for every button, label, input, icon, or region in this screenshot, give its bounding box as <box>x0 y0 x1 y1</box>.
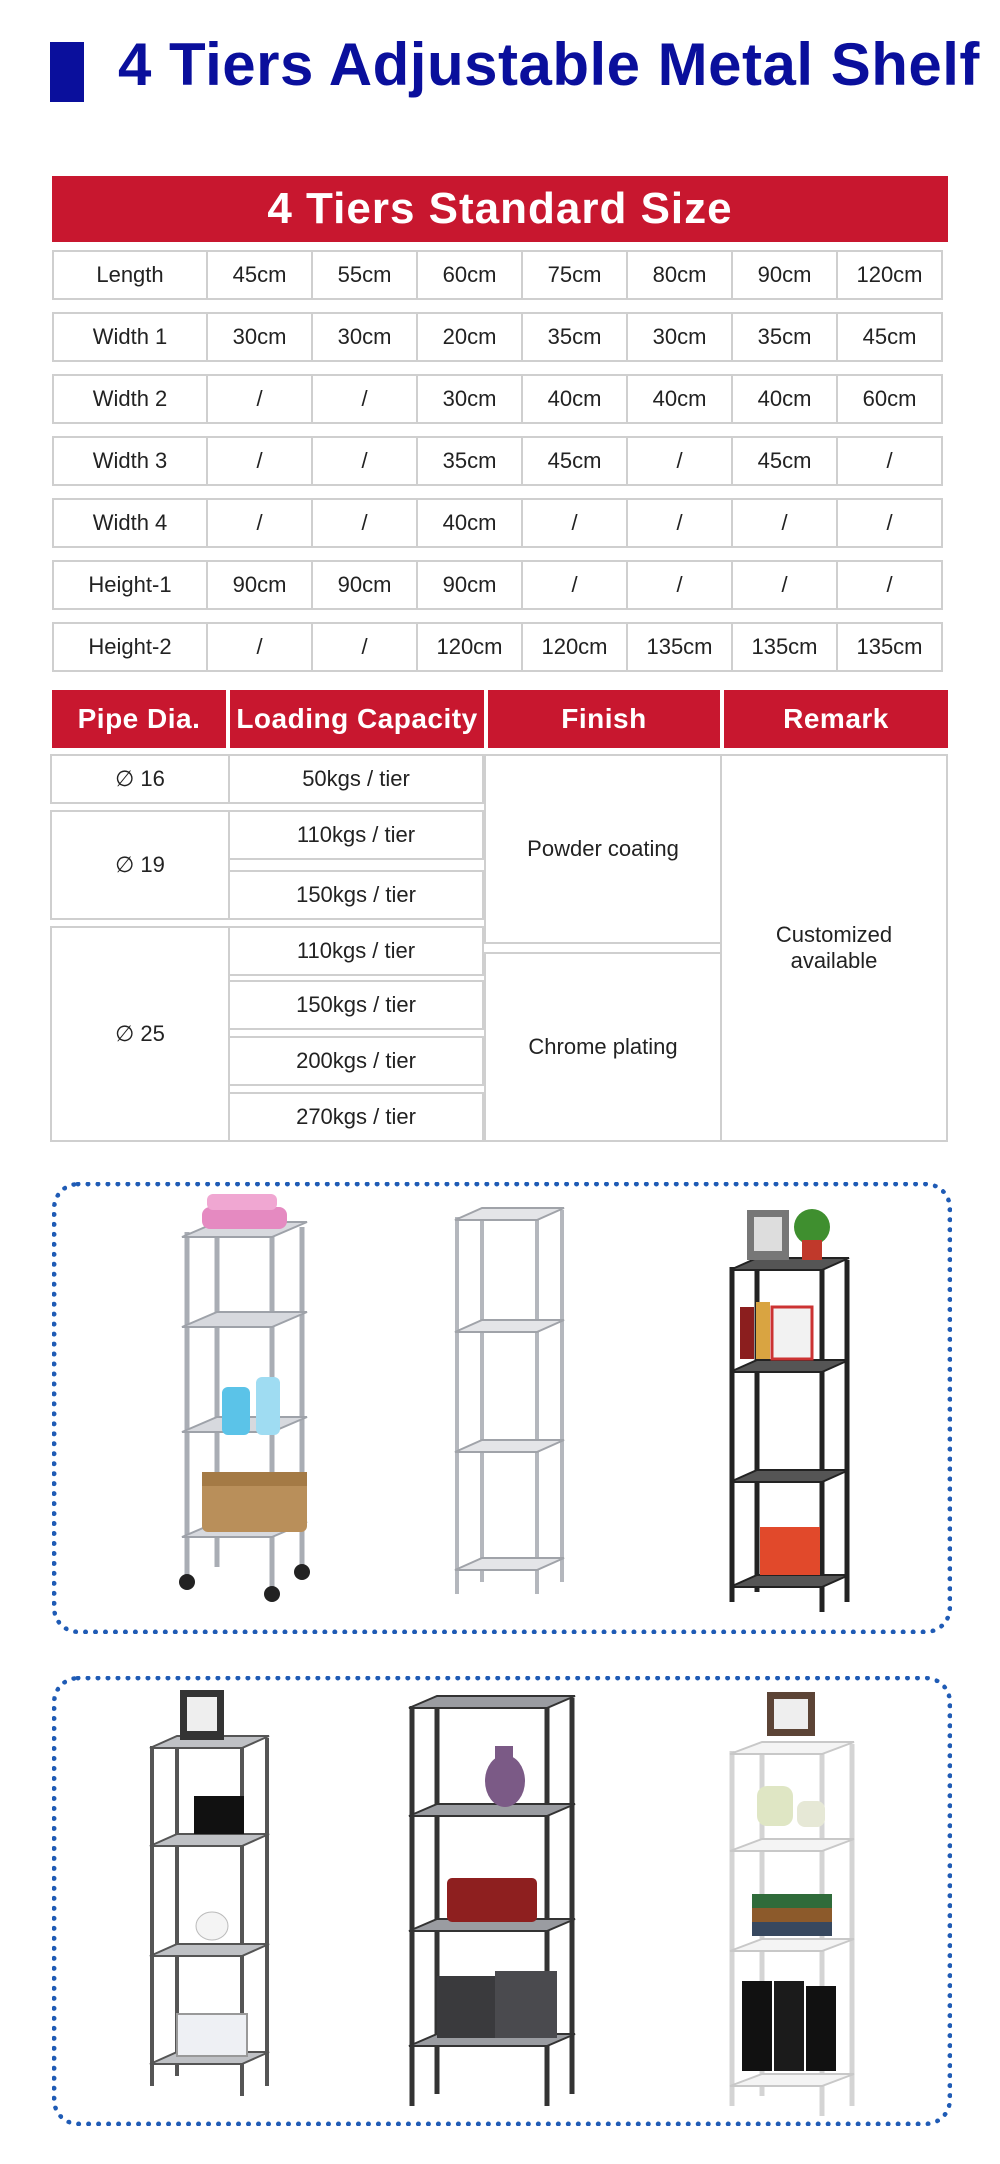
product-shelves-row-1 <box>52 1182 952 1634</box>
title-accent-bar <box>50 42 84 102</box>
size-cell: 120cm <box>836 250 943 300</box>
size-cell: 55cm <box>311 250 418 300</box>
vase-icon <box>196 1912 228 1940</box>
size-cell: 40cm <box>731 374 838 424</box>
size-cell: / <box>311 374 418 424</box>
size-table-row <box>52 436 948 486</box>
header-finish: Finish <box>488 690 720 748</box>
size-cell: 75cm <box>521 250 628 300</box>
size-cell: / <box>311 622 418 672</box>
header-pipe-dia: Pipe Dia. <box>52 690 226 748</box>
dark-grey-shelf-with-items <box>409 1696 575 2106</box>
load-cell: 110kgs / tier <box>228 926 484 976</box>
size-cell: 30cm <box>416 374 523 424</box>
size-cell: / <box>521 560 628 610</box>
size-cell: 60cm <box>416 250 523 300</box>
towel-icon <box>202 1207 287 1229</box>
size-cell: / <box>731 498 838 548</box>
size-cell: / <box>206 498 313 548</box>
size-row-label: Height-1 <box>52 560 208 610</box>
size-cell: 90cm <box>206 560 313 610</box>
size-table-row <box>52 498 948 548</box>
size-table-row <box>52 622 948 672</box>
load-cell: 110kgs / tier <box>228 810 484 860</box>
size-row-label: Width 3 <box>52 436 208 486</box>
size-cell: 40cm <box>416 498 523 548</box>
plain-chrome-shelf <box>455 1208 564 1594</box>
size-cell: / <box>206 622 313 672</box>
size-cell: / <box>626 560 733 610</box>
size-table-row <box>52 560 948 610</box>
box-icon <box>194 1796 244 1834</box>
size-cell: 30cm <box>311 312 418 362</box>
size-cell: / <box>836 560 943 610</box>
size-table-row <box>52 312 948 362</box>
load-cell: 150kgs / tier <box>228 870 484 920</box>
load-cell: 200kgs / tier <box>228 1036 484 1086</box>
dark-chrome-shelf-with-items <box>150 1690 269 2096</box>
binders-icon <box>742 1981 772 2071</box>
size-cell: 80cm <box>626 250 733 300</box>
size-cell: / <box>521 498 628 548</box>
size-row-label: Height-2 <box>52 622 208 672</box>
vase-icon <box>485 1755 525 1807</box>
size-cell: / <box>311 498 418 548</box>
books-icon <box>740 1307 754 1359</box>
size-cell: 90cm <box>416 560 523 610</box>
pipe-dia-19: ∅ 19 <box>50 810 230 920</box>
size-cell: 90cm <box>311 560 418 610</box>
size-cell: 135cm <box>626 622 733 672</box>
suitcase-icon <box>447 1878 537 1922</box>
size-cell: / <box>836 436 943 486</box>
size-cell: 20cm <box>416 312 523 362</box>
size-cell: / <box>626 436 733 486</box>
load-cell: 150kgs / tier <box>228 980 484 1030</box>
plant-icon <box>794 1209 830 1245</box>
size-cell: / <box>626 498 733 548</box>
size-cell: / <box>206 436 313 486</box>
size-cell: 40cm <box>626 374 733 424</box>
chrome-shelf-with-items <box>179 1194 310 1602</box>
size-cell: 35cm <box>731 312 838 362</box>
box-icon <box>437 1976 499 2038</box>
load-cell: 270kgs / tier <box>228 1092 484 1142</box>
size-cell: 40cm <box>521 374 628 424</box>
box-icon <box>760 1527 820 1575</box>
size-cell: 135cm <box>731 622 838 672</box>
size-table-banner: 4 Tiers Standard Size <box>52 176 948 242</box>
size-row-label: Length <box>52 250 208 300</box>
white-shelf-with-items <box>730 1692 854 2116</box>
size-cell: 120cm <box>521 622 628 672</box>
size-cell: 135cm <box>836 622 943 672</box>
books-icon <box>752 1894 832 1908</box>
jar-icon <box>757 1786 793 1826</box>
page-title: 4 Tiers Adjustable Metal Shelf <box>118 31 980 98</box>
size-table-row <box>52 374 948 424</box>
cup-icon <box>222 1387 250 1435</box>
size-row-label: Width 4 <box>52 498 208 548</box>
size-cell: 90cm <box>731 250 838 300</box>
size-cell: 45cm <box>521 436 628 486</box>
remark-cell: Customized available <box>720 754 948 1142</box>
load-cell: 50kgs / tier <box>228 754 484 804</box>
size-cell: / <box>311 436 418 486</box>
pipe-dia-25: ∅ 25 <box>50 926 230 1142</box>
size-cell: 45cm <box>731 436 838 486</box>
finish-chrome-plating: Chrome plating <box>484 952 722 1142</box>
size-cell: / <box>836 498 943 548</box>
size-cell: 35cm <box>416 436 523 486</box>
header-remark: Remark <box>724 690 948 748</box>
size-table-row <box>52 250 948 300</box>
size-cell: 60cm <box>836 374 943 424</box>
storage-box-icon <box>177 2014 247 2056</box>
pipe-dia-16: ∅ 16 <box>50 754 230 804</box>
size-cell: / <box>731 560 838 610</box>
size-cell: 35cm <box>521 312 628 362</box>
black-shelf-with-items <box>730 1209 849 1612</box>
size-cell: 30cm <box>626 312 733 362</box>
size-row-label: Width 1 <box>52 312 208 362</box>
product-shelves-row-2 <box>52 1676 952 2126</box>
size-row-label: Width 2 <box>52 374 208 424</box>
size-cell: 45cm <box>206 250 313 300</box>
header-loading-capacity: Loading Capacity <box>230 690 484 748</box>
size-cell: 30cm <box>206 312 313 362</box>
finish-powder-coating: Powder coating <box>484 754 722 944</box>
size-cell: 45cm <box>836 312 943 362</box>
size-cell: 120cm <box>416 622 523 672</box>
size-cell: / <box>206 374 313 424</box>
